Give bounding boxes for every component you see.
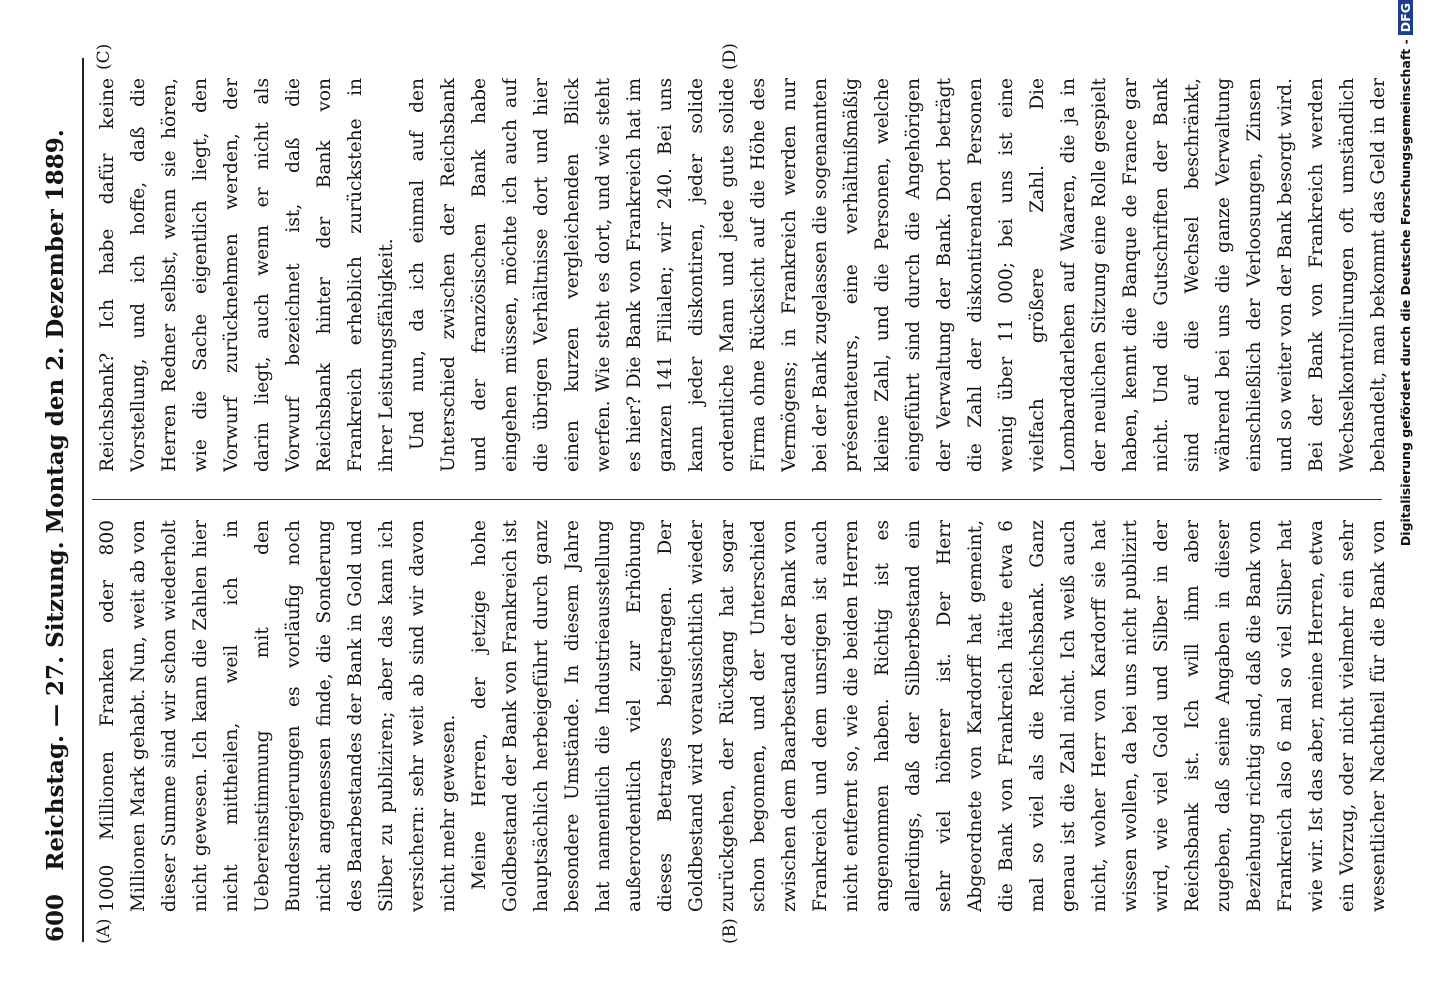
- page-header: [38, 58, 78, 942]
- paragraph: Reichsbank? Ich habe dafür keine Vorstellung, und ich hoffe, daß die Herren Redner selbst, wenn sie hören, wie die Sache eigentlich liegt, den Vorwurf zurücknehmen werden, der darin liegt, auch wenn er nicht als Vorwurf bezeichnet ist, daß die Reichsbank hinter der Bank von Frankreich erheblich zurückstehe in ihrer Leistungsfähigkeit.: [97, 78, 397, 472]
- paragraph: Meine Herren, der jetzige hohe Goldbestand der Bank von Frankreich ist hauptsächlich herbeigeführt durch ganz besondere Umstände. In diesem Jahre hat namentlich die Industrieausstellung außerordentlich viel zur Erhöhung dieses Betrages beigetragen. Der Goldbestand wird voraussichtlich wieder zurückgehen, der Rückgang hat sogar schon begonnen, und der Unterschied zwischen dem Baarbestand der Bank von Frankreich und dem unsrigen ist auch nicht entfernt so, wie die beiden Herren angenommen haben. Richtig ist es allerdings, daß der Silberbestand ein sehr viel höherer ist. Der Herr Abgeordnete von Kardorff hat gemeint, die Bank von Frankreich hätte etwa 6 mal so viel als die Reichsbank. Ganz genau ist die Zahl nicht. Ich weiß auch nicht, woher Herr von Kardorff sie hat wissen wollen, da bei uns nicht publizirt wird, wie viel Gold und Silber in der Reichsbank ist. Ich will ihm aber zugeben, daß seine Angaben in dieser Beziehung richtig sind, daß die Bank von Frankreich also 6 mal so viel Silber hat wie wir. Ist das aber, meine Herren, etwa ein Vorzug, oder nicht vielmehr ein sehr wesentlicher Nachtheil für die Bank von: [469, 520, 1389, 912]
- margin-mark-c: (C): [94, 43, 114, 70]
- header-rule: [82, 58, 84, 942]
- margin-mark-b: (B): [720, 918, 740, 944]
- right-text-column: [92, 78, 1392, 472]
- column-divider: [92, 499, 1382, 500]
- digitization-credit: [1398, 0, 1413, 960]
- credit-text: Digitalisierung gefördert durch die Deutsche Forschungsgemeinschaft -: [1398, 39, 1413, 547]
- paragraph: Und nun, da ich einmal auf den Unterschied zwischen der Reichsbank und der französischen Bank habe eingehen müssen, möchte ich auch auf die übrigen Verhältnisse dort und hier einen kurzen vergleichenden Blick werfen. Wie steht es dort, und wie steht es hier? Die Bank von Frankreich hat im ganzen 141 Filialen; wir 240. Bei uns kann jeder diskontiren, jeder solide ordentliche Mann und jede gute solide Firma ohne Rücksicht auf die Höhe des Vermögens; in Frankreich werden nur bei der Bank zugelassen die sogenannten présentateurs, eine verhältnißmäßig kleine Zahl, und die Personen, welche eingeführt sind durch die Angehörigen der Verwaltung der Bank. Dort beträgt die Zahl der diskontirenden Personen wenig über 11 000; bei uns ist eine vielfach größere Zahl. Die Lombarddarlehen auf Waaren, die ja in der neulichen Sitzung eine Rolle gespielt haben, kennt die Banque de France gar nicht. Und die Gutschriften der Bank sind auf die Wechsel beschränkt, während bei uns die ganze Verwaltung einschließlich der Verloosungen, Zinsen und so weiter von der Bank besorgt wird. Bei der Bank von Frankreich werden Wechselkontrollirungen oft umständlich behandelt, man bekommt das Geld in der: [407, 78, 1389, 472]
- margin-mark-d: (D): [720, 43, 740, 70]
- dfg-logo: DFG: [1398, 0, 1413, 35]
- margin-mark-a: (A): [94, 918, 114, 944]
- left-text-column: [92, 520, 1392, 912]
- running-title: Reichstag. — 27. Sitzung. Montag den 2. Dezember 1889.: [42, 129, 69, 871]
- paragraph: 1000 Millionen Franken oder 800 Millionen Mark gehabt. Nun, weit ab von dieser Summe sind wir schon wiederholt nicht gewesen. Ich kann die Zahlen hier nicht mittheilen, weil ich in Uebereinstimmung mit den Bundesregierungen es vorläufig noch nicht angemessen finde, die Sonderung des Baarbestandes der Bank in Gold und Silber zu publiziren; aber das kann ich versichern: sehr weit ab sind wir davon nicht mehr gewesen.: [97, 520, 459, 912]
- page-number: 600: [42, 893, 69, 942]
